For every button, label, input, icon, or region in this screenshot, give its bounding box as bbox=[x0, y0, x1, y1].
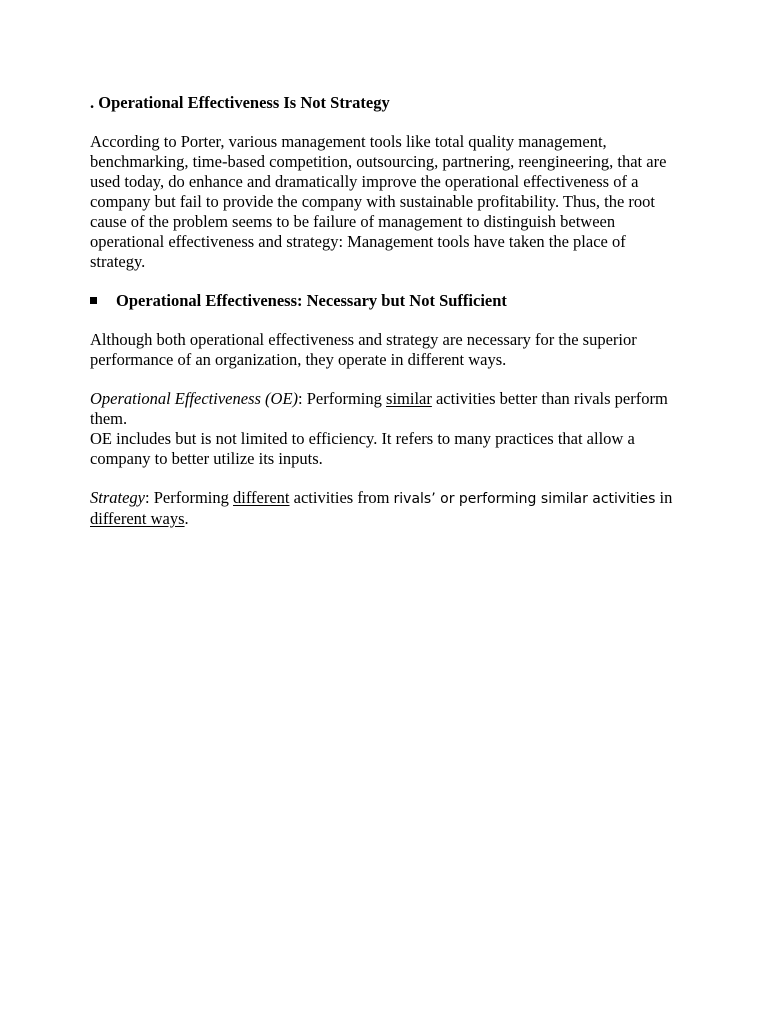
square-bullet-icon bbox=[90, 297, 97, 304]
oe-definition bbox=[90, 389, 680, 429]
paragraph-necessary: Although both operational effectiveness and strategy are necessary for the superior performance of an organization, they operate in different ways. bbox=[90, 330, 637, 369]
oe-underlined-similar: similar bbox=[386, 389, 432, 408]
oe-suffix: activities better than rivals perform them. bbox=[90, 389, 668, 428]
strategy-middle-3: in bbox=[655, 488, 673, 507]
strategy-prefix: : Performing bbox=[145, 488, 233, 507]
strategy-underlined-different: different bbox=[233, 488, 290, 507]
strategy-middle-1: activities from bbox=[289, 488, 394, 507]
strategy-term: Strategy bbox=[90, 488, 145, 507]
oe-term: Operational Effectiveness (OE) bbox=[90, 389, 299, 408]
oe-detail: OE includes but is not limited to efficiency. It refers to many practices that allow a company to better utilize its inputs. bbox=[90, 429, 635, 468]
oe-prefix: : Performing bbox=[298, 389, 387, 408]
document-body bbox=[90, 93, 680, 548]
bullet-heading: Operational Effectiveness: Necessary but Not Sufficient bbox=[116, 291, 507, 310]
strategy-middle-2: rivals’ or performing similar activities bbox=[393, 491, 656, 507]
strategy-suffix: . bbox=[184, 509, 189, 528]
bullet-item bbox=[90, 291, 680, 311]
strategy-underlined-different-ways: different ways bbox=[90, 509, 185, 528]
section-heading: . Operational Effectiveness Is Not Strategy bbox=[90, 93, 390, 112]
intro-paragraph: According to Porter, various management tools like total quality management, benchmarking, time-based competition, outsourcing, partnering, reengineering, that are used today, do enhance and dramatically improve the operational effectiveness of a company but fail to provide the company with sustainable profitability. Thus, the root cause of the problem seems to be failure of management to distinguish between operational effectiveness and strategy: Management tools have taken the place of strategy. bbox=[90, 132, 667, 271]
strategy-definition bbox=[90, 488, 680, 529]
